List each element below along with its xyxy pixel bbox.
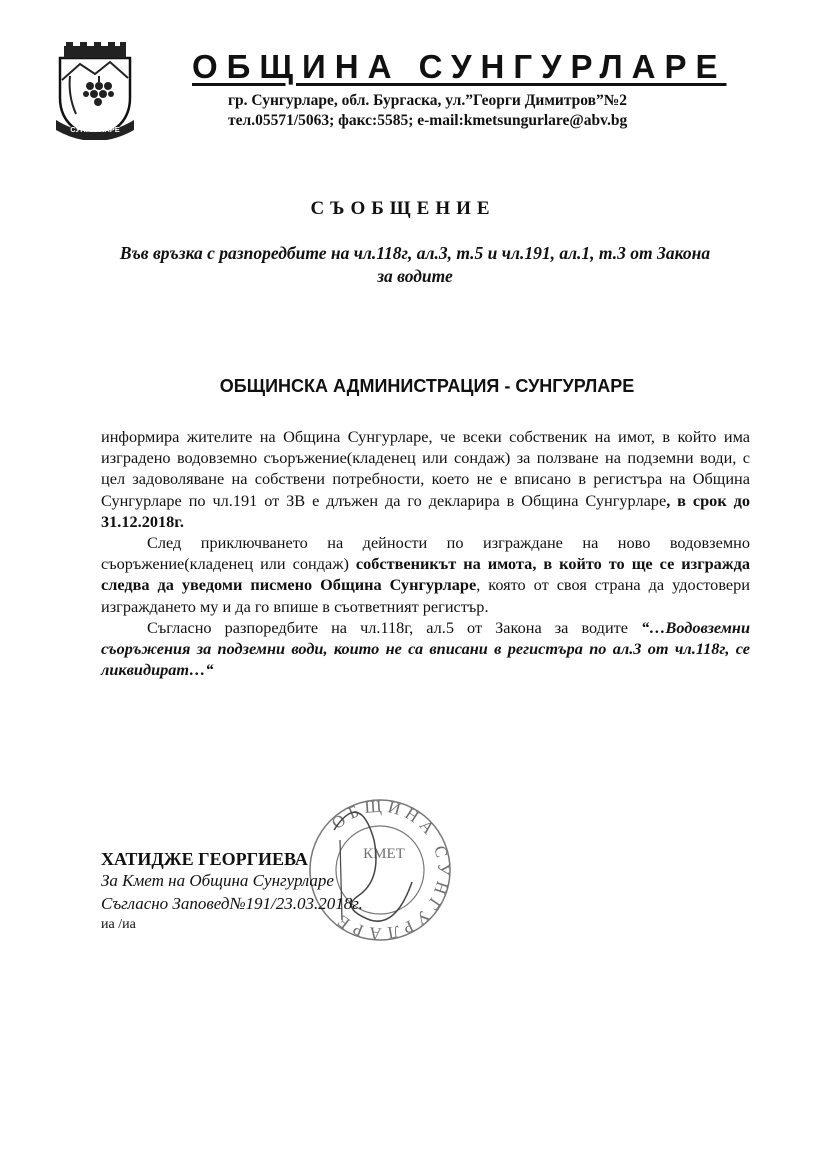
signatory-order: Съгласно Заповед№191/23.03.2018г. [101,894,363,913]
owner-obligation-text: собственикът на имота, в който то ще се изгражда следва да уведоми писмено Община Сунгурларе [101,554,750,595]
paragraph-1-text: информира жителите на Община Сунгурларе, че всеки собственик на имот, в който има изградено водовземно съоръжение(кладенец или сондаж) за ползване на подземни води, с цел задоволяване на собствени потребности, което не е вписано в регистъра на Община Сунгурларе по чл.191 от ЗВ е длъжен да го декларира в Община Сунгурларе [101,427,750,510]
signatory-role: За Кмет на Община Сунгурларе [101,871,334,890]
administration-heading: ОБЩИНСКА АДМИНИСТРАЦИЯ - СУНГУРЛАРЕ [219,376,635,396]
municipality-coat-of-arms [50,40,140,140]
paragraph-1 [101,426,750,532]
signatory-name: ХАТИДЖЕ ГЕОРГИЕВА [101,849,308,869]
municipality-contacts: тел.05571/5063; факс:5585; e-mail:kmetsungurlare@abv.bg [228,112,628,129]
deadline-text: , в срок до 31.12.2018г. [101,490,750,531]
municipality-address: гр. Сунгурларе, обл. Бургаска, ул.”Георги Димитров”№2 [228,92,628,109]
stamp-center-text: КМЕТ [363,846,405,862]
paragraph-2-tail: , която от своя страна да удостовери изграждането му и да го впише в съответният регистър. [101,575,750,616]
document-title: СЪОБЩЕНИЕ [310,198,496,219]
svg-text:ОБЩИНА СУНГУРЛАРЕ [328,796,453,943]
paragraph-3-text: Съгласно разпоредбите на чл.118г, ал.5 от Закона за водите [147,617,642,637]
paragraph-3 [101,617,750,681]
paragraph-2 [101,532,750,617]
paragraph-2-text: След приключването на дейности по изграждане на ново водовземно съоръжение(кладенец или сондаж) [101,533,750,574]
notice-body [101,426,750,680]
coat-of-arms-ribbon-text: СУНГУРЛАРЕ [70,125,120,134]
author-initials: иа /иа [101,917,136,932]
official-stamp [300,770,460,945]
municipality-name: ОБЩИНА СУНГУРЛАРЕ [192,48,727,85]
law-quote: “…Водовземни съоръжения за подземни води, които не са вписани в регистъра по ал.3 от чл.118г, се ликвидират…“ [101,617,750,680]
stamp-ring-text: ОБЩИНА СУНГУРЛАРЕ [328,796,454,944]
document-subtitle: Във връзка с разпоредбите на чл.118г, ал.3, т.5 и чл.191, ал.1, т.3 от Закона за водите [119,243,711,286]
